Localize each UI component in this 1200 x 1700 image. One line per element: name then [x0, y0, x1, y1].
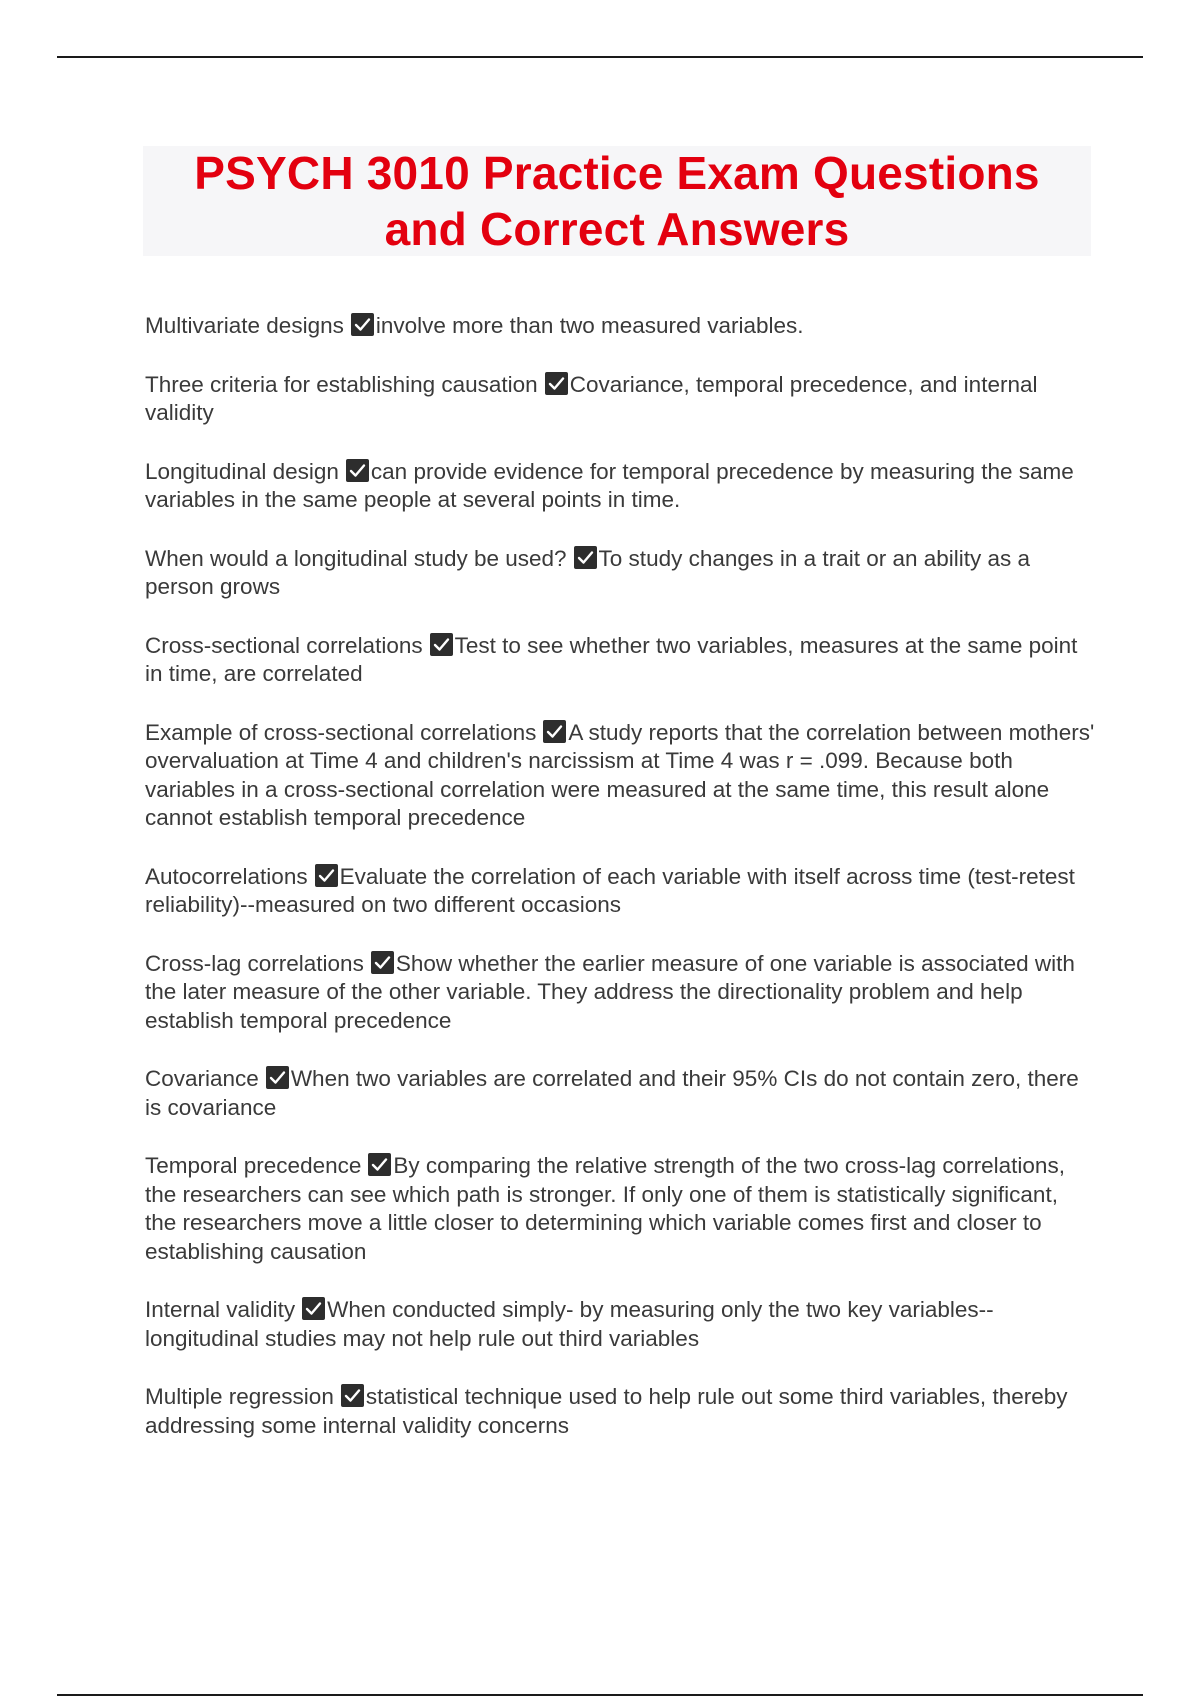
check-box-icon	[430, 633, 453, 656]
qa-item	[145, 1065, 1095, 1122]
question-term: Example of cross-sectional correlations	[145, 719, 537, 745]
qa-item	[145, 312, 1095, 341]
qa-item	[145, 458, 1095, 515]
check-box-icon	[574, 546, 597, 569]
question-term: Temporal precedence	[145, 1153, 362, 1178]
check-box-icon	[545, 372, 568, 395]
answer-text: Test to see whether two variables, measures at the same point in time, are correlated	[145, 632, 1078, 686]
question-term: Multivariate designs	[145, 313, 344, 338]
qa-item	[145, 950, 1095, 1036]
question-term: Cross-sectional correlations	[145, 632, 423, 658]
check-box-icon	[368, 1153, 391, 1176]
answer-text: A study reports that the correlation between mothers' overvaluation at Time 4 and children's narcissism at Time 4 was r = .099. Because both variables in a cross-sectional correlation were measured at the same time, this result alone cannot establish temporal precedence	[145, 719, 1095, 830]
bottom-rule	[57, 1694, 1143, 1696]
question-term: Internal validity	[145, 1297, 296, 1322]
question-term: Cross-lag correlations	[145, 950, 364, 976]
qa-item	[145, 371, 1095, 428]
answer-text: statistical technique used to help rule out some third variables, thereby addressing some internal validity concerns	[145, 1384, 1068, 1438]
page-title-line-2: and Correct Answers	[384, 203, 850, 255]
qa-item	[145, 1296, 1095, 1353]
question-term: Autocorrelations	[145, 863, 308, 889]
check-box-icon	[266, 1066, 289, 1089]
qa-item	[145, 632, 1095, 689]
answer-text: By comparing the relative strength of the two cross-lag correlations, the researchers can see which path is stronger. If only one of them is statistically significant, the researchers move a little closer to determining which variable comes first and closer to establishing causation	[145, 1153, 1065, 1264]
answer-text: Show whether the earlier measure of one variable is associated with the later measure of the other variable. They address the directionality problem and help establish temporal precedence	[145, 950, 1075, 1033]
check-box-icon	[543, 720, 566, 743]
answer-text: Evaluate the correlation of each variable with itself across time (test-retest reliability)--measured on two different occasions	[145, 863, 1075, 917]
answer-text: Covariance, temporal precedence, and internal validity	[145, 371, 1038, 425]
question-term: Three criteria for establishing causation	[145, 371, 538, 397]
page-title-line-1: PSYCH 3010 Practice Exam Questions	[194, 147, 1040, 199]
answer-text: When conducted simply- by measuring only the two key variables--longitudinal studies may not help rule out third variables	[145, 1297, 994, 1351]
qa-item	[145, 863, 1095, 920]
answer-text: To study changes in a trait or an ability as a person grows	[145, 545, 1031, 599]
question-term: When would a longitudinal study be used?	[145, 545, 567, 571]
check-box-icon	[346, 459, 369, 482]
answer-text: can provide evidence for temporal precedence by measuring the same variables in the same people at several points in time.	[145, 458, 1074, 512]
question-answer-list	[145, 312, 1095, 1470]
title-banner	[143, 146, 1091, 256]
qa-item	[145, 545, 1095, 602]
check-box-icon	[302, 1297, 325, 1320]
check-box-icon	[341, 1384, 364, 1407]
check-box-icon	[371, 951, 394, 974]
qa-item	[145, 1152, 1095, 1266]
question-term: Covariance	[145, 1066, 259, 1091]
check-box-icon	[315, 864, 338, 887]
answer-text: When two variables are correlated and their 95% CIs do not contain zero, there is covariance	[145, 1066, 1079, 1120]
answer-text: involve more than two measured variables.	[375, 313, 804, 338]
qa-item	[145, 719, 1095, 833]
question-term: Multiple regression	[145, 1384, 334, 1409]
qa-item	[145, 1383, 1095, 1440]
top-rule	[57, 56, 1143, 58]
question-term: Longitudinal design	[145, 458, 339, 484]
check-box-icon	[351, 313, 374, 336]
